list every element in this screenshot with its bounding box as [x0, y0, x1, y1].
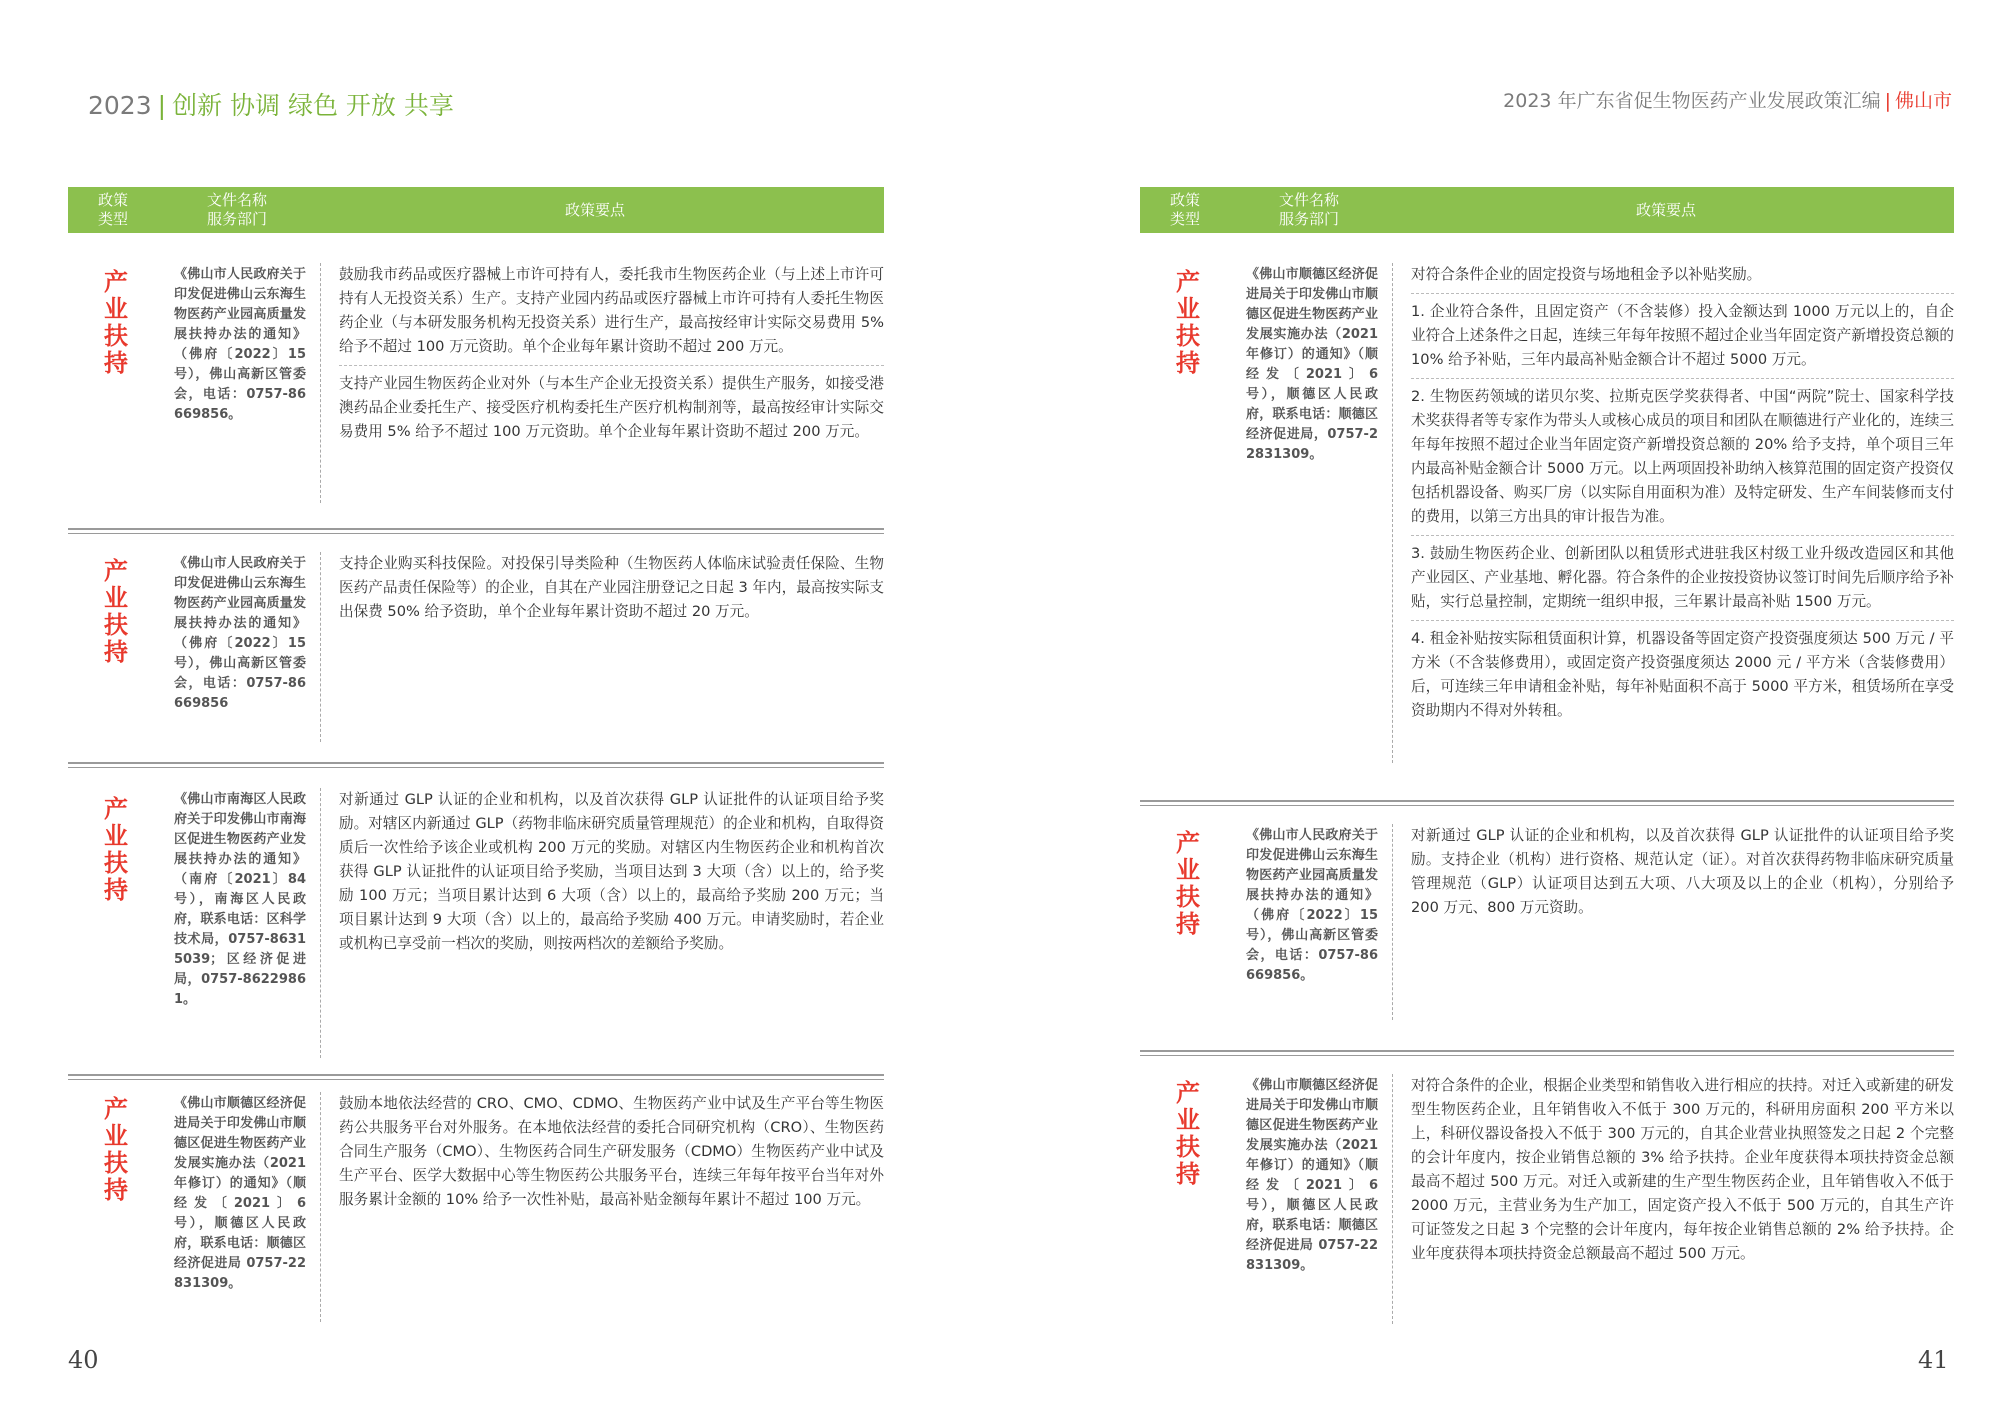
policy-point: 4. 租金补贴按实际租赁面积计算，机器设备等固定资产投资强度须达 500 万元 / 平方米（不含装修费用），或固定资产投资强度须达 2000 元 / 平方米（含装修费用）后，可连续三年申请租金补贴，每年补贴面积不高于 5000 平方米，租赁场所在享受资助期内不得对外转租。 [1411, 630, 1954, 719]
policy-type-label: 产业 扶持 [104, 268, 128, 377]
policy-points [1411, 1074, 1954, 1278]
row-divider [1140, 1050, 1954, 1052]
header-city: 佛山市 [1894, 90, 1952, 112]
policy-point: 鼓励我市药品或医疗器械上市许可持有人，委托我市生物医药企业（与上述上市许可持有人无投资关系）生产。支持产业园内药品或医疗器械上市许可持有人委托生物医药企业（与本研发服务机构无投资关系）进行生产，最高按经审计实际交易费用 5% 给予不超过 100 万元资助。单个企业每年累计资助不超过 200 万元。 [339, 263, 884, 366]
header-divider: | [157, 91, 167, 120]
policy-row [1140, 1050, 1954, 1340]
column-divider [320, 1092, 321, 1322]
policy-point: 对符合条件企业的固定投资与场地租金予以补贴奖励。 [1411, 263, 1954, 294]
running-header-left [88, 86, 454, 122]
running-header-right [1503, 86, 1952, 113]
row-divider-thin [68, 533, 884, 534]
header-year: 2023 [88, 91, 152, 120]
policy-row [68, 255, 884, 525]
policy-point: 支持企业购买科技保险。对投保引导类险种（生物医药人体临床试验责任保险、生物医药产品责任保险等）的企业，自其在产业园注册登记之日起 3 年内，最高按实际支出保费 50% 给予资助，单个企业每年累计资助不超过 20 万元。 [339, 555, 884, 620]
policy-point: 对新通过 GLP 认证的企业和机构，以及首次获得 GLP 认证批件的认证项目给予奖励。对辖区内新通过 GLP（药物非临床研究质量管理规范）的企业和机构，自取得资质后一次性给予该企业或机构 200 万元的奖励。对辖区内生物医药企业和机构首次获得 GLP 认证批件的认证项目给予奖励，当项目达到 3 大项（含）以上的，给予奖励 100 万元；当项目累计达到 6 大项（含）以上的，最高给予奖励 200 万元；当项目累计达到 9 大项（含）以上的，最高给予奖励 400 万元。申请奖励时，若企业或机构已享受前一档次的奖励，则按两档次的差额给予奖励。 [339, 791, 884, 952]
header-policy-points: 政策要点 [1635, 200, 1696, 219]
column-divider [320, 263, 321, 503]
policy-row [68, 1074, 884, 1334]
document-name: 《佛山市顺德区经济促进局关于印发佛山市顺德区促进生物医药产业发展实施办法（2021 年修订）的通知》（顺经发〔2021〕6 号），顺德区人民政府，联系电话：顺德区经济促进局 0757-22831309。 [174, 1096, 306, 1291]
policy-points [339, 1092, 884, 1224]
row-divider-thin [1140, 805, 1954, 806]
row-divider [68, 1074, 884, 1076]
row-divider-thin [68, 767, 884, 768]
header-slogan: 创新 协调 绿色 开放 共享 [172, 91, 454, 120]
policy-point: 支持产业园生物医药企业对外（与本生产企业无投资关系）提供生产服务，如接受港澳药品企业委托生产、接受医疗机构委托生产医疗机构制剂等，最高按经审计实际交易费用 5% 给予不超过 100 万元资助。单个企业每年累计资助不超过 200 万元。 [339, 375, 884, 440]
column-divider [1392, 263, 1393, 763]
row-divider [1140, 800, 1954, 802]
policy-points [339, 263, 884, 456]
policy-type-label: 产业 扶持 [104, 557, 128, 666]
document-name: 《佛山市南海区人民政府关于印发佛山市南海区促进生物医药产业发展扶持办法的通知》（南府〔2021〕84号），南海区人民政府，联系电话：区科学技术局，0757-86315039；区经济促进局，0757-86229861。 [174, 792, 306, 1007]
header-doc-name: 文件名称 服务部门 [206, 191, 267, 228]
page-number-right: 41 [1918, 1346, 1949, 1374]
document-name: 《佛山市顺德区经济促进局关于印发佛山市顺德区促进生物医药产业发展实施办法（2021 年修订）的通知》（顺经发〔2021〕6 号），顺德区人民政府，联系电话：顺德区经济促进局 0757-22831309。 [1246, 1078, 1378, 1273]
policy-points [1411, 824, 1954, 932]
header-policy-points: 政策要点 [564, 200, 625, 219]
document-name: 《佛山市人民政府关于印发促进佛山云东海生物医药产业园高质量发展扶持办法的通知》（佛府〔2022〕15号），佛山高新区管委会，电话：0757-86669856 [174, 556, 306, 711]
row-divider-thin [68, 1079, 884, 1080]
policy-row [68, 528, 884, 760]
document-name: 《佛山市人民政府关于印发促进佛山云东海生物医药产业园高质量发展扶持办法的通知》（佛府〔2022〕15号），佛山高新区管委会，电话：0757-86669856。 [1246, 828, 1378, 983]
header-policy-type: 政策 类型 [97, 191, 128, 228]
policy-points [339, 552, 884, 636]
policy-point: 2. 生物医药领域的诺贝尔奖、拉斯克医学奖获得者、中国“两院”院士、国家科学技术奖获得者等专家作为带头人或核心成员的项目和团队在顺德进行产业化的，连续三年每年按照不超过企业当年固定资产新增投资总额的 20% 给予支持，单个项目三年内最高补贴金额合计 5000 万元。以上两项固投补助纳入核算范围的固定资产投资仅包括机器设备、购买厂房（以实际自用面积为准）及特定研发、生产车间装修而支付的费用，以第三方出具的审计报告为准。 [1411, 385, 1954, 536]
document-name: 《佛山市人民政府关于印发促进佛山云东海生物医药产业园高质量发展扶持办法的通知》（佛府〔2022〕15号），佛山高新区管委会，电话：0757-86669856。 [174, 267, 306, 422]
column-divider [320, 788, 321, 1058]
document-name: 《佛山市顺德区经济促进局关于印发佛山市顺德区促进生物医药产业发展实施办法（2021 年修订）的通知》（顺经发〔2021〕6 号），顺德区人民政府，联系电话：顺德区经济促进局，0757-22831309。 [1246, 267, 1378, 462]
policy-point: 对新通过 GLP 认证的企业和机构，以及首次获得 GLP 认证批件的认证项目给予奖励。支持企业（机构）进行资格、规范认定（证）。对首次获得药物非临床研究质量管理规范（GLP）认证项目达到五大项、八大项及以上的企业（机构），分别给予 200 万元、800 万元资助。 [1411, 827, 1954, 916]
policy-type-label: 产业 扶持 [1176, 268, 1200, 377]
row-divider [68, 762, 884, 764]
table-header [68, 187, 884, 233]
policy-row [68, 762, 884, 1074]
row-divider [68, 528, 884, 530]
table-header [1140, 187, 1954, 233]
policy-points [339, 788, 884, 968]
policy-point: 对符合条件的企业，根据企业类型和销售收入进行相应的扶持。对迁入或新建的研发型生物医药企业，且年销售收入不低于 300 万元的，科研用房面积 200 平方米以上，科研仪器设备投入不低于 300 万元的，自其企业营业执照签发之日起 2 个完整的会计年度内，按企业销售总额的 3% 给予扶持。企业年度获得本项扶持资金总额最高不超过 500 万元。对迁入或新建的生产型生物医药企业，且年销售收入不低于 2000 万元，主营业务为生产加工，固定资产投入不低于 500 万元的，自其生产许可证签发之日起 3 个完整的会计年度内，每年按企业销售总额的 2% 给予扶持。企业年度获得本项扶持资金总额最高不超过 500 万元。 [1411, 1077, 1954, 1262]
column-divider [1392, 1074, 1393, 1324]
policy-point: 鼓励本地依法经营的 CRO、CMO、CDMO、生物医药产业中试及生产平台等生物医药公共服务平台对外服务。在本地依法经营的委托合同研究机构（CRO）、生物医药合同生产服务（CMO）、生物医药合同生产研发服务（CDMO）生物医药产业中试及生产平台、医学大数据中心等生物医药公共服务平台，连续三年每年按平台当年对外服务累计金额的 10% 给予一次性补贴，最高补贴金额每年累计不超过 100 万元。 [339, 1095, 884, 1208]
policy-row [1140, 255, 1954, 795]
column-divider [320, 552, 321, 742]
policy-points [1411, 263, 1954, 735]
policy-type-label: 产业 扶持 [104, 795, 128, 904]
page-number-left: 40 [68, 1346, 99, 1374]
header-divider: | [1884, 90, 1891, 112]
policy-point: 3. 鼓励生物医药企业、创新团队以租赁形式进驻我区村级工业升级改造园区和其他产业园区、产业基地、孵化器。符合条件的企业按投资协议签订时间先后顺序给予补贴，实行总量控制，定期统一组织申报，三年累计最高补贴 1500 万元。 [1411, 542, 1954, 621]
column-divider [1392, 824, 1393, 1020]
policy-point: 1. 企业符合条件，且固定资产（不含装修）投入金额达到 1000 万元以上的，自企业符合上述条件之日起，连续三年每年按照不超过企业当年固定资产新增投资总额的 10% 给予补贴，三年内最高补贴金额合计不超过 5000 万元。 [1411, 300, 1954, 379]
row-divider-thin [1140, 1055, 1954, 1056]
policy-type-label: 产业 扶持 [1176, 829, 1200, 938]
right-page [1000, 0, 2000, 1419]
header-doc-name: 文件名称 服务部门 [1278, 191, 1339, 228]
policy-type-label: 产业 扶持 [104, 1095, 128, 1204]
policy-type-label: 产业 扶持 [1176, 1079, 1200, 1188]
policy-row [1140, 800, 1954, 1048]
header-title: 2023 年广东省促生物医药产业发展政策汇编 [1503, 90, 1881, 112]
header-policy-type: 政策 类型 [1169, 191, 1200, 228]
